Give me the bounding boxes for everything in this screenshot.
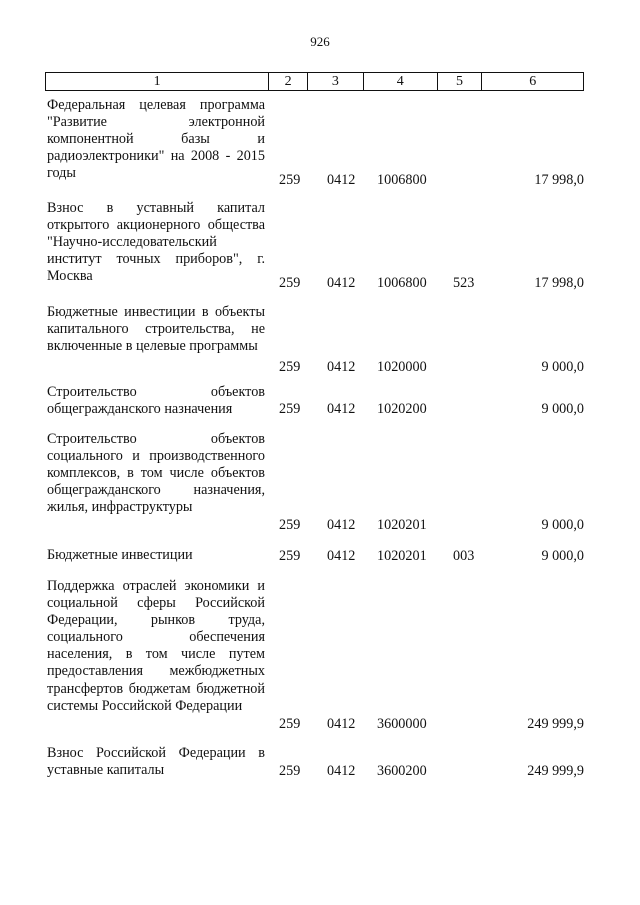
cell-col3: 0412 — [327, 274, 356, 291]
cell-col6: 9 000,0 — [541, 547, 584, 564]
row-description: Поддержка отраслей экономики и социальной сферы Российской Федерации, рынков труда, социального обеспечения населения, в том числе путем предоставления межбюджетных трансфертов бюджетам бюджетной системы Российской Федерации — [47, 578, 265, 714]
row-description: Строительство объектов социального и производственного комплексов, в том числе объектов общегражданского назначения, жилья, инфраструктуры — [47, 431, 265, 516]
column-header-4: 4 — [364, 73, 438, 90]
row-description: Федеральная целевая программа "Развитие электронной компонентной базы и радиоэлектроники" на 2008 - 2015 годы — [47, 97, 265, 182]
table-row — [47, 200, 584, 292]
table-row — [47, 547, 584, 565]
cell-col4: 1020200 — [377, 400, 427, 417]
row-description: Бюджетные инвестиции — [47, 547, 193, 563]
row-description: Взнос Российской Федерации в уставные капиталы — [47, 745, 265, 779]
column-header-2: 2 — [269, 73, 308, 90]
cell-col4: 1020201 — [377, 516, 427, 533]
cell-col3: 0412 — [327, 762, 356, 779]
row-description: Бюджетные инвестиции в объекты капитального строительства, не включенные в целевые программы — [47, 304, 265, 355]
table-row — [47, 97, 584, 189]
cell-col4: 1006800 — [377, 274, 427, 291]
cell-col2: 259 — [279, 516, 301, 533]
cell-col6: 249 999,9 — [527, 715, 584, 732]
cell-col3: 0412 — [327, 400, 356, 417]
cell-col5: 003 — [453, 547, 475, 564]
table-row — [47, 745, 584, 780]
cell-col3: 0412 — [327, 171, 356, 188]
cell-col2: 259 — [279, 274, 301, 291]
table-row — [47, 304, 584, 376]
column-header-1: 1 — [46, 73, 269, 90]
cell-col2: 259 — [279, 547, 301, 564]
cell-col3: 0412 — [327, 547, 356, 564]
cell-col2: 259 — [279, 762, 301, 779]
cell-col2: 259 — [279, 715, 301, 732]
column-header-3: 3 — [308, 73, 364, 90]
cell-col4: 3600200 — [377, 762, 427, 779]
cell-col3: 0412 — [327, 715, 356, 732]
cell-col6: 9 000,0 — [541, 400, 584, 417]
cell-col6: 17 998,0 — [534, 274, 584, 291]
cell-col6: 9 000,0 — [541, 516, 584, 533]
table-row — [47, 384, 584, 418]
cell-col2: 259 — [279, 171, 301, 188]
row-description: Строительство объектов общегражданского назначения — [47, 384, 265, 418]
cell-col3: 0412 — [327, 516, 356, 533]
column-header-6: 6 — [529, 74, 537, 89]
cell-col2: 259 — [279, 358, 301, 375]
cell-col6: 249 999,9 — [527, 762, 584, 779]
cell-col6: 17 998,0 — [534, 171, 584, 188]
page-number: 926 — [310, 34, 330, 49]
cell-col5: 523 — [453, 274, 475, 291]
cell-col4: 1020000 — [377, 358, 427, 375]
table-header-row — [45, 72, 584, 91]
column-header-5: 5 — [438, 73, 483, 90]
row-description: Взнос в уставный капитал открытого акционерного общества "Научно-исследовательский институт точных приборов", г. Москва — [47, 200, 265, 285]
table-row — [47, 578, 584, 733]
cell-col4: 1006800 — [377, 171, 427, 188]
cell-col4: 1020201 — [377, 547, 427, 564]
cell-col3: 0412 — [327, 358, 356, 375]
cell-col6: 9 000,0 — [541, 358, 584, 375]
cell-col2: 259 — [279, 400, 301, 417]
table-row — [47, 431, 584, 534]
cell-col4: 3600000 — [377, 715, 427, 732]
